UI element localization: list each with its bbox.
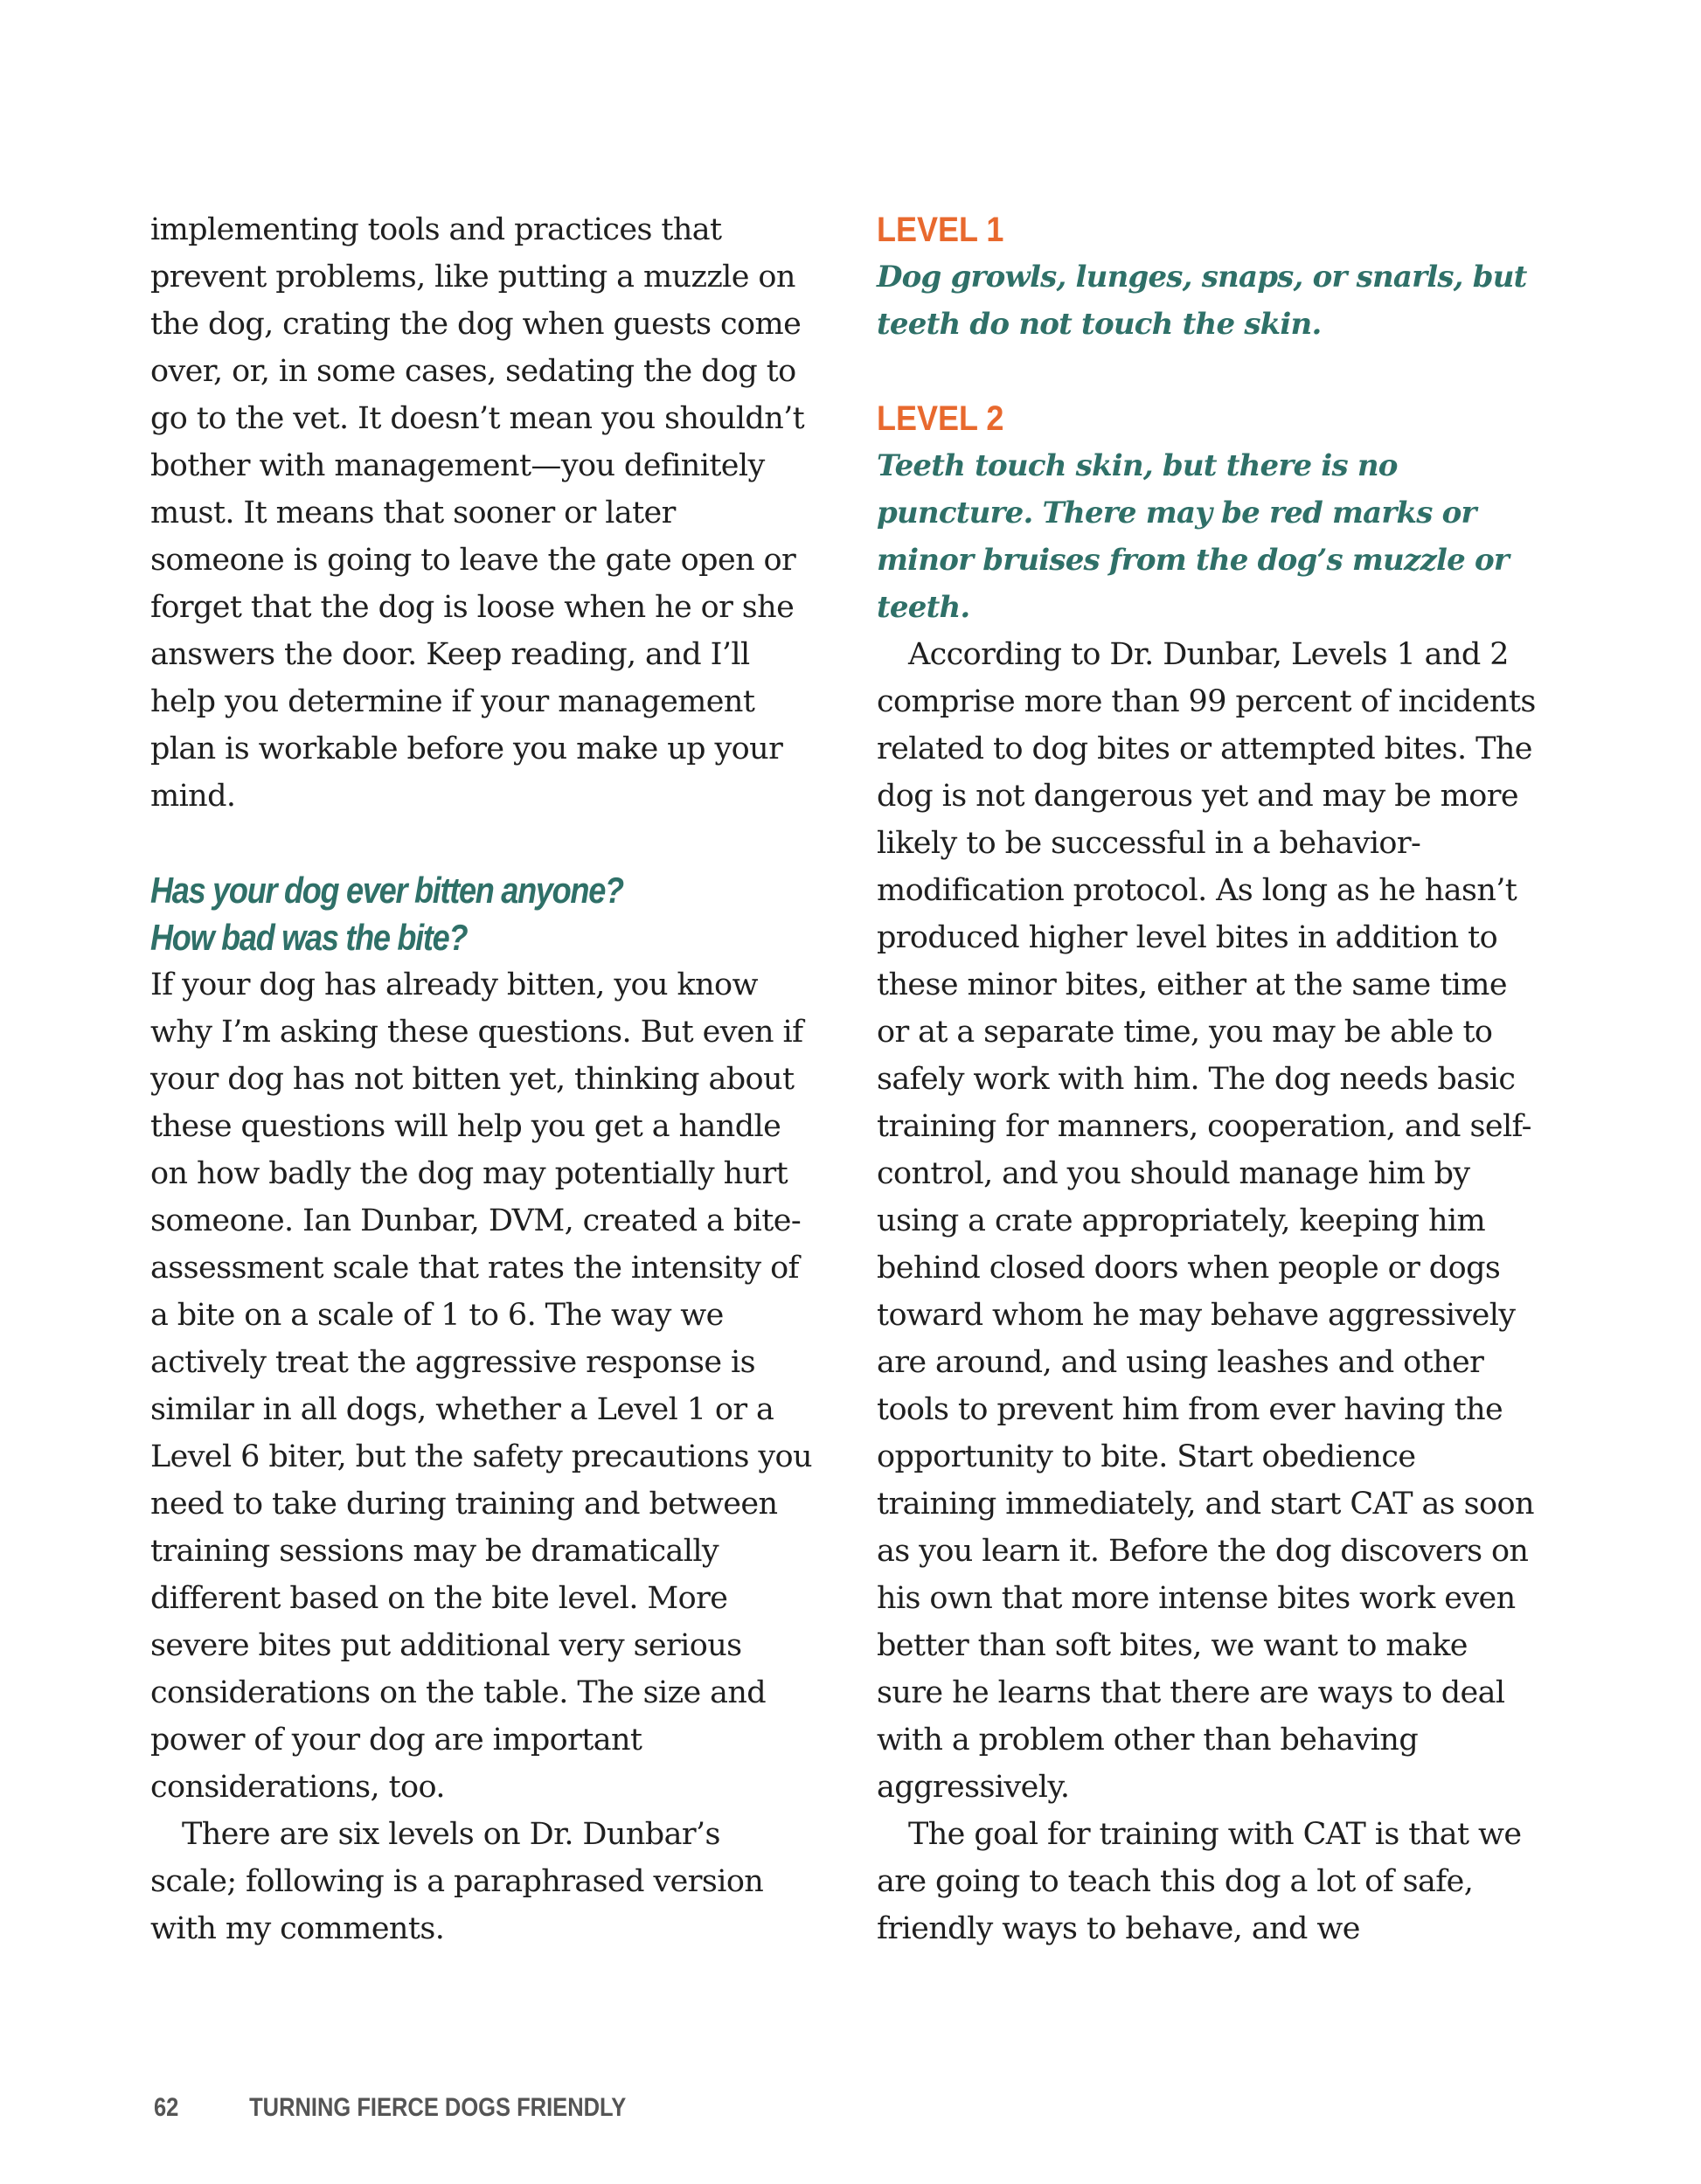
level-heading: LEVEL 2	[877, 399, 1004, 438]
right-column	[877, 206, 1541, 1952]
book-title: TURNING FIERCE DOGS FRIENDLY	[249, 2093, 627, 2122]
section-subheading: Has your dog ever bitten anyone?	[150, 870, 623, 911]
level-heading: LEVEL 1	[877, 211, 1004, 249]
body-paragraph: According to Dr. Dunbar, Levels 1 and 2 comprise more than 99 percent of incidents related to dog bites or attempted bites. The dog is not dangerous yet and may be more likely to be successful in a behavior-modification protocol. As long as he hasn’t produced higher level bites in addition to these minor bites, either at the same time or at a separate time, you may be able to safely work with him. The dog needs basic training for manners, cooperation, and self-control, and you should manage him by using a crate appropriately, keeping him behind closed doors when people or dogs toward whom he may behave aggressively are around, and using leashes and other tools to prevent him from ever having the opportunity to bite. Start obedience training immediately, and start CAT as soon as you learn it. Before the dog discovers on his own that more intense bites work even better than soft bites, we want to make sure he learns that there are ways to deal with a problem other than behaving aggressively.	[877, 637, 1536, 1805]
left-column	[150, 206, 815, 1952]
level-description: Teeth touch skin, but there is no puncture. There may be red marks or minor bruises from the dog’s muzzle or teeth.	[877, 448, 1509, 625]
body-paragraph: There are six levels on Dr. Dunbar’s scale; following is a paraphrased version with my comments.	[150, 1817, 764, 1946]
body-paragraph: The goal for training with CAT is that we are going to teach this dog a lot of safe, friendly ways to behave, and we	[877, 1817, 1522, 1946]
body-paragraph: If your dog has already bitten, you know why I’m asking these questions. But even if your dog has not bitten yet, thinking about these questions will help you get a handle on how badly the dog may potentially hurt someone. Ian Dunbar, DVM, created a bite-assessment scale that rates the intensity of a bite on a scale of 1 to 6. The way we actively treat the aggressive response is similar in all dogs, whether a Level 1 or a Level 6 biter, but the safety precautions you need to take during training and between training sessions may be dramatically different based on the bite level. More severe bites put additional very serious considerations on the table. The size and power of your dog are important considerations, too.	[150, 967, 812, 1805]
body-paragraph: implementing tools and practices that prevent problems, like putting a muzzle on the dog, crating the dog when guests come over, or, in some cases, sedating the dog to go to the vet. It doesn’t mean you shouldn’t bother with management—you definitely must. It means that sooner or later someone is going to leave the gate open or forget that the dog is loose when he or she answers the door. Keep reading, and I’ll help you determine if your management plan is workable before you make up your mind.	[150, 212, 805, 814]
page-number: 62	[154, 2093, 179, 2122]
page-footer	[154, 2093, 626, 2123]
level-description: Dog growls, lunges, snaps, or snarls, but teeth do not touch the skin.	[877, 260, 1527, 342]
spacer	[150, 820, 815, 867]
spacer	[877, 348, 1541, 395]
section-subheading: How bad was the bite?	[150, 917, 468, 958]
